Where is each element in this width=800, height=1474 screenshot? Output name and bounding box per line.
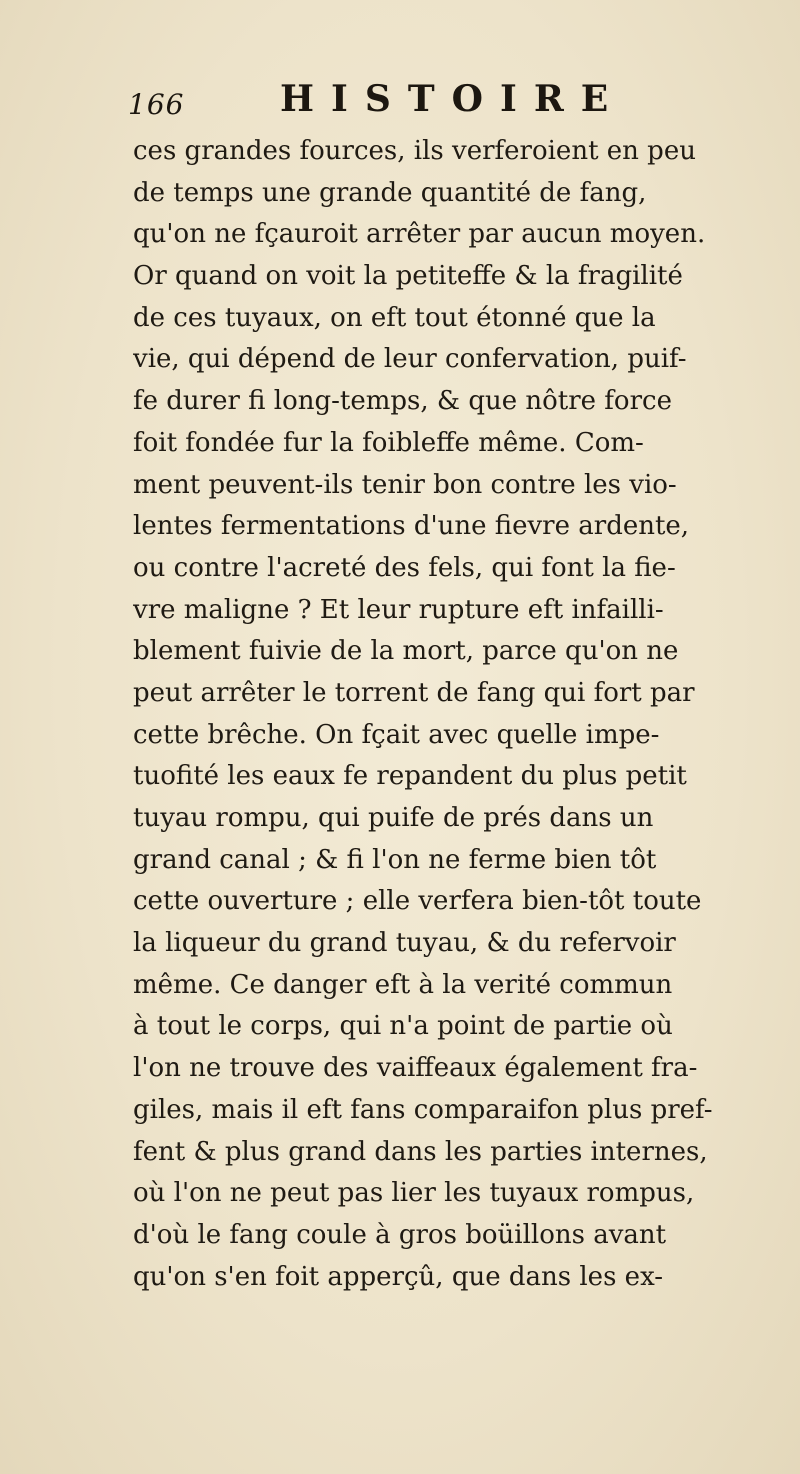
- text-line: la liqueur du grand tuyau, & du refervoir: [133, 928, 676, 959]
- text-line: à tout le corps, qui n'a point de partie où: [133, 1011, 673, 1042]
- text-line: peut arrêter le torrent de fang qui fort par: [133, 677, 695, 708]
- text-line: cette ouverture ; elle verfera bien-tôt toute: [133, 886, 702, 917]
- text-line: cette brêche. On fçait avec quelle impe-: [133, 719, 660, 750]
- text-line: fent & plus grand dans les parties internes,: [133, 1136, 708, 1167]
- text-line: giles, mais il eft fans comparaifon plus pref-: [133, 1094, 713, 1125]
- text-line: qu'on ne fçauroit arrêter par aucun moyen.: [133, 219, 706, 250]
- running-title: HISTOIRE: [280, 78, 626, 120]
- text-line: lentes fermentations d'une fievre ardente,: [133, 511, 690, 542]
- text-line: grand canal ; & fi l'on ne ferme bien tôt: [133, 844, 657, 875]
- page-number: 166: [128, 88, 185, 121]
- text-line: blement fuivie de la mort, parce qu'on ne: [133, 636, 679, 667]
- page-header: [128, 78, 768, 126]
- text-line: fe durer fi long-temps, & que nôtre force: [133, 386, 672, 417]
- text-line: même. Ce danger eft à la verité commun: [133, 969, 673, 1000]
- text-line: d'où le fang coule à gros boüillons avant: [133, 1219, 667, 1250]
- text-line: foit fondée fur la foibleffe même. Com-: [133, 427, 644, 458]
- text-line: tuofité les eaux fe repandent du plus petit: [133, 761, 687, 792]
- text-line: qu'on s'en foit apperçû, que dans les ex-: [133, 1261, 664, 1292]
- body-text: [133, 131, 773, 1298]
- text-line: tuyau rompu, qui puife de prés dans un: [133, 803, 654, 833]
- text-line: vie, qui dépend de leur confervation, puif-: [133, 344, 687, 375]
- text-line: vre maligne ? Et leur rupture eft infailli-: [133, 594, 664, 625]
- text-line: ment peuvent-ils tenir bon contre les vio-: [133, 469, 677, 500]
- text-line: où l'on ne peut pas lier les tuyaux rompus,: [133, 1178, 695, 1209]
- text-line: de temps une grande quantité de fang,: [133, 177, 647, 208]
- text-line: ces grandes fources, ils verferoient en peu: [133, 136, 696, 166]
- text-line: l'on ne trouve des vaiffeaux également fra-: [133, 1053, 698, 1084]
- text-line: ou contre l'acreté des fels, qui font la fie-: [133, 552, 676, 583]
- text-line: Or quand on voit la petiteffe & la fragilité: [133, 261, 683, 292]
- text-line: de ces tuyaux, on eft tout étonné que la: [133, 302, 656, 333]
